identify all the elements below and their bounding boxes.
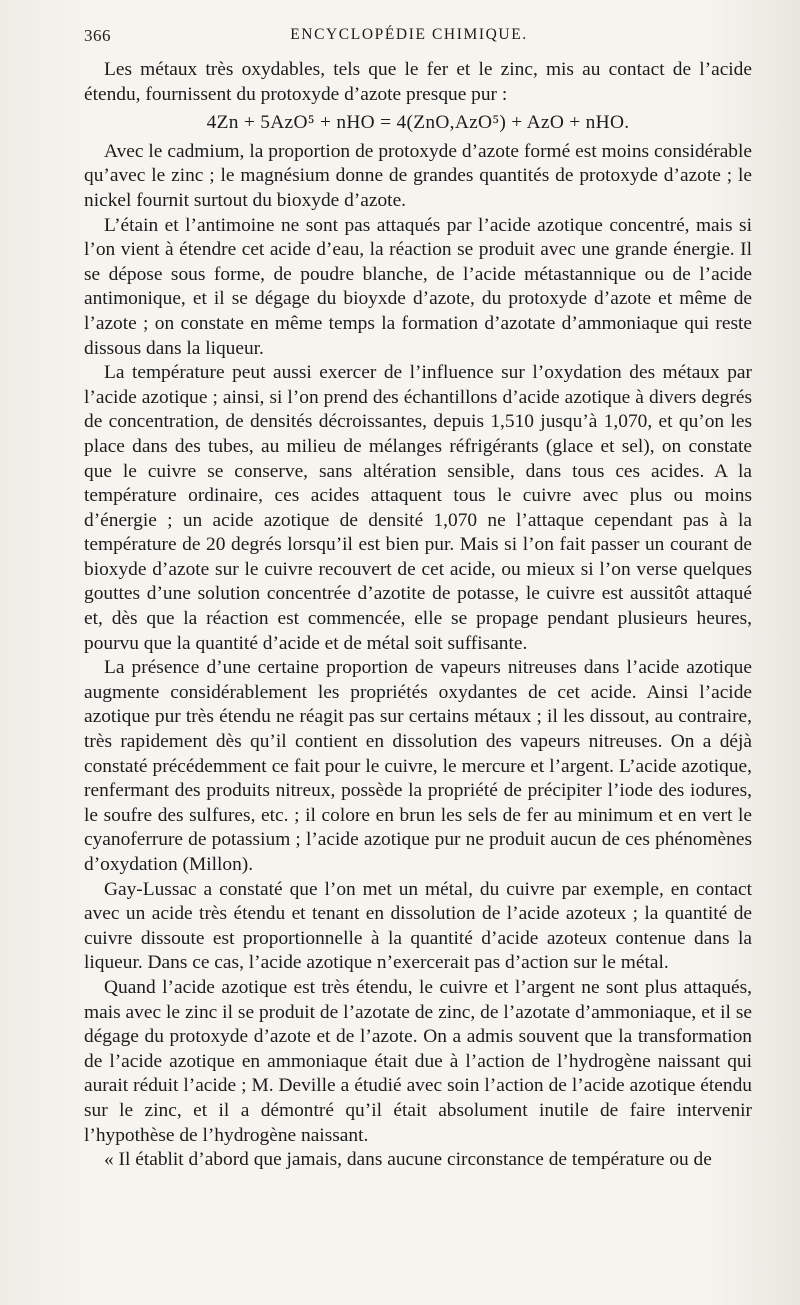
paragraph-vapeurs-nitreuses: La présence d’une certaine proportion de vapeurs nitreuses dans l’acide azotique augmente considérablement les propriétés oxydantes de cet acide. Ainsi l’acide azotique pur très étendu ne réagit pas sur certains métaux ; il les dissout, au contraire, très rapidement dès qu’il contient en dissolution des vapeurs nitreuses. On a déjà constaté précédemment ce fait pour le cuivre, le mercure et l’argent. L’acide azotique, renfermant des produits nitreux, possède la propriété de précipiter l’iode des iodures, le soufre des sulfures, etc. ; il colore en brun les sels de fer au minimum et en vert le cyanoferrure de potassium ; l’acide azotique pur ne produit aucun de ces phénomènes d’oxydation (Millon). — [84, 657, 752, 875]
paragraph-temperature: La température peut aussi exercer de l’influence sur l’oxydation des métaux par l’acide azotique ; ainsi, si l’on prend des échantillons d’acide azotique à divers degrés de concentration, de densités décroissantes, depuis 1,510 jusqu’à 1,070, et qu’on les place dans des tubes, au milieu de mélanges réfrigérants (glace et sel), on constate que le cuivre se conserve, sans altération sensible, dans tous ces acides. A la température ordinaire, ces acides attaquent tous le cuivre avec plus ou moins d’énergie ; un acide azotique de densité 1,070 ne l’attaque cependant pas à la température de 20 degrés lorsqu’il est bien pur. Mais si l’on fait passer un courant de bioxyde d’azote sur le cuivre recouvert de cet acide, ou mieux si l’on verse quelques gouttes d’une solution concentrée d’azotite de potasse, le cuivre est aussitôt attaqué et, dès que la réaction est commencée, elle se propage pendant plusieurs heures, pourvu que la quantité d’acide et de métal soit suffisante. — [84, 362, 752, 654]
page-header — [84, 26, 734, 48]
paragraph-deville: Quand l’acide azotique est très étendu, le cuivre et l’argent ne sont plus attaqués, mais avec le zinc il se produit de l’azotate de zinc, de l’azotate d’ammoniaque, et il se dégage du protoxyde d’azote et de l’azote. On a admis souvent que la transformation de l’acide azotique en ammoniaque était due à l’action de l’hydrogène naissant qui aurait réduit l’acide ; M. Deville a étudié avec soin l’action de l’acide azotique étendu sur le zinc, et il a démontré qu’il était absolument inutile de faire intervenir l’hypothèse de l’hydrogène naissant. — [84, 976, 752, 1146]
paragraph-gay-lussac: Gay-Lussac a constaté que l’on met un métal, du cuivre par exemple, en contact avec un acide très étendu et tenant en dissolution de l’acide azoteux ; la quantité de cuivre dissoute est proportionnelle à la quantité d’acide azoteux contenue dans la liqueur. Dans ce cas, l’acide azotique n’exercerait pas d’action sur le métal. — [84, 878, 752, 974]
page-number: 366 — [84, 26, 111, 45]
paragraph-intro: Les métaux très oxydables, tels que le fer et le zinc, mis au contact de l’acide étendu, fournissent du protoxyde d’azote presque pur : — [84, 59, 752, 105]
running-title: ENCYCLOPÉDIE CHIMIQUE. — [290, 26, 528, 43]
paragraph-etain-antimoine: L’étain et l’antimoine ne sont pas attaqués par l’acide azotique concentré, mais si l’on vient à étendre cet acide d’eau, la réaction se produit avec une grande énergie. Il se dépose sous forme, de poudre blanche, de l’acide métastannique ou de l’acide antimonique, et il se dégage du bioyxde d’azote, du protoxyde d’azote et même de l’azote ; on constate en même temps la formation d’azotate d’ammoniaque qui reste dissous dans la liqueur. — [84, 214, 752, 359]
body-text — [84, 58, 752, 1173]
paragraph-quotation-start: « Il établit d’abord que jamais, dans aucune circonstance de température ou de — [104, 1149, 712, 1171]
paragraph-cadmium: Avec le cadmium, la proportion de protoxyde d’azote formé est moins considérable qu’avec le zinc ; le magnésium donne de grandes quantités de protoxyde d’azote ; le nickel fournit surtout du bioxyde d’azote. — [84, 140, 752, 211]
chemical-equation: 4Zn + 5AzO⁵ + nHO = 4(ZnO,AzO⁵) + AzO + nHO. — [206, 112, 630, 134]
